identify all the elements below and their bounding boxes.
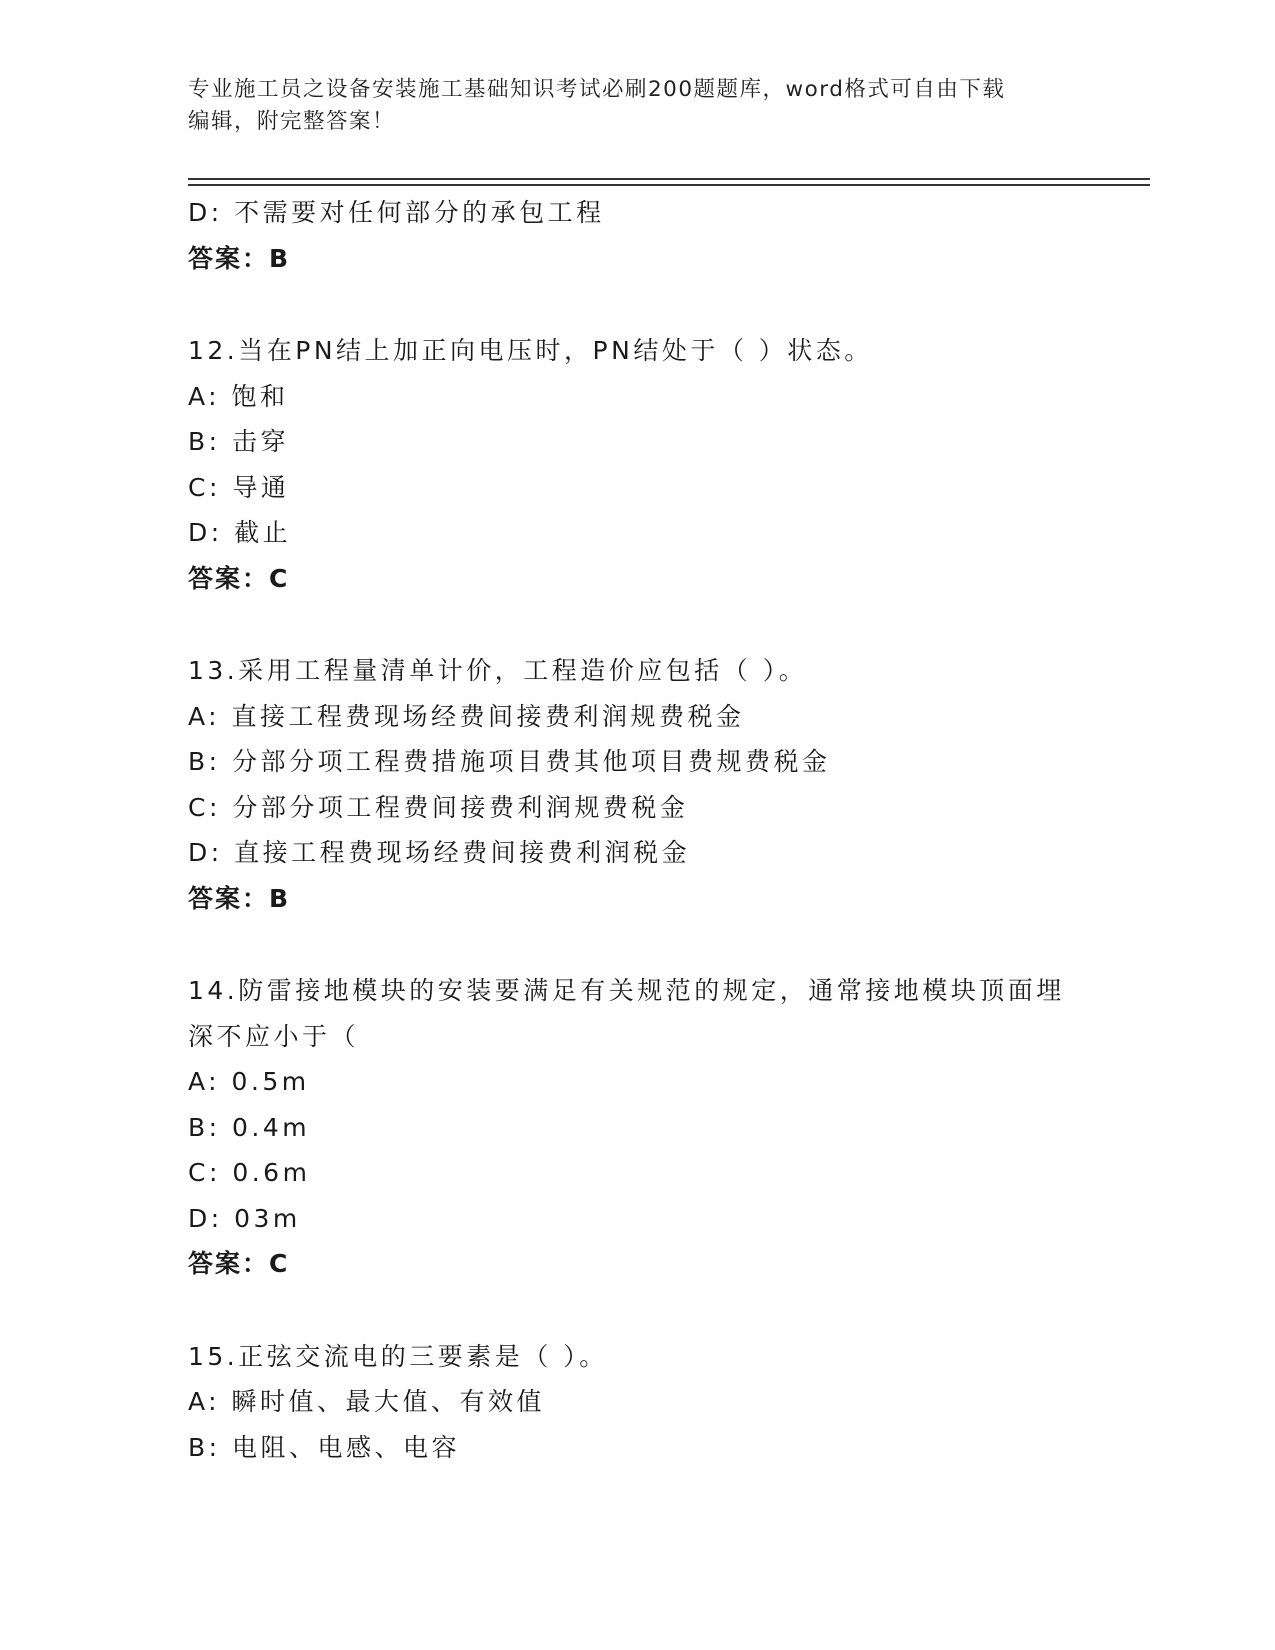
question-14 (188, 968, 1148, 1287)
answer: 答案：C (188, 1249, 290, 1278)
option-d: D: 截止 (188, 518, 292, 547)
option-d: D: 直接工程费现场经费间接费利润税金 (188, 838, 691, 867)
option-c: C: 分部分项工程费间接费利润规费税金 (188, 792, 689, 822)
header-line-1: 专业施工员之设备安装施工基础知识考试必刷200题题库，word格式可自由下载 (188, 77, 1006, 102)
prev-question-answer: 答案：B (188, 243, 291, 273)
option-a: A: 0.5m (188, 1067, 310, 1096)
option-b: B: 分部分项工程费措施项目费其他项目费规费税金 (188, 747, 831, 776)
option-c: C: 0.6m (188, 1158, 311, 1187)
question-13 (188, 648, 1148, 921)
option-c: C: 导通 (188, 472, 290, 502)
option-a: A: 直接工程费现场经费间接费利润规费税金 (188, 701, 745, 731)
answer: 答案：B (188, 883, 291, 913)
question-12 (188, 328, 1148, 601)
option-a: A: 饱和 (188, 381, 289, 411)
option-d: D: 03m (188, 1203, 301, 1233)
option-a: A: 瞬时值、最大值、有效值 (188, 1387, 546, 1416)
document-header (188, 74, 1068, 138)
question-15 (188, 1334, 1148, 1471)
question-stem: 12.当在PN结上加正向电压时，PN结处于（ ）状态。 (188, 336, 873, 365)
option-b: B: 击穿 (188, 427, 290, 456)
question-stem: 13.采用工程量清单计价，工程造价应包括（ ）。 (188, 656, 808, 685)
header-divider-bottom (188, 184, 1150, 186)
document-body (188, 190, 1148, 1470)
question-stem: 14.防雷接地模块的安装要满足有关规范的规定，通常接地模块顶面埋 (188, 976, 1065, 1005)
header-divider-top (188, 178, 1150, 180)
header-line-2: 编辑，附完整答案！ (188, 109, 396, 134)
prev-question-option-d: D: 不需要对任何部分的承包工程 (188, 198, 605, 227)
answer: 答案：C (188, 563, 290, 593)
question-stem: 15.正弦交流电的三要素是（ ）。 (188, 1341, 608, 1371)
option-b: B: 电阻、电感、电容 (188, 1432, 461, 1462)
option-b: B: 0.4m (188, 1112, 311, 1142)
question-stem-continued: 深不应小于（ (188, 1021, 360, 1051)
